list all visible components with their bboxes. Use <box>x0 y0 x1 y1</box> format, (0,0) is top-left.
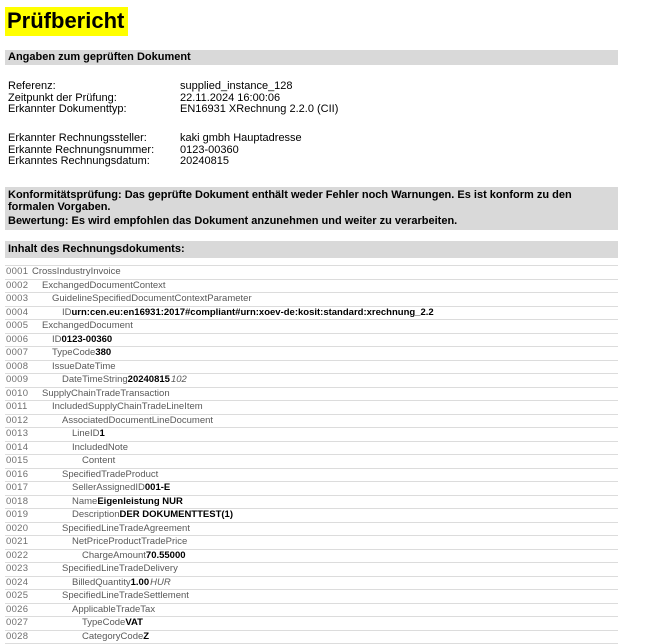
row-number: 0006 <box>6 333 29 345</box>
tree-row <box>5 577 618 591</box>
tree-row <box>5 401 618 415</box>
element-name: IssueDateTime <box>52 360 116 372</box>
tree-row <box>5 469 618 483</box>
element-value: 70.55000 <box>145 549 186 561</box>
row-number: 0004 <box>6 306 29 318</box>
info-row <box>8 133 302 145</box>
element-name: SpecifiedTradeProduct <box>62 468 159 480</box>
element-value: VAT <box>125 617 143 628</box>
element-name: IncludedSupplyChainTradeLineItem <box>52 401 203 412</box>
element-name: SpecifiedLineTradeSettlement <box>62 590 189 601</box>
element-name: ApplicableTradeTax <box>72 603 156 615</box>
info-label: Zeitpunkt der Prüfung: <box>8 91 117 104</box>
row-number: 0009 <box>6 374 29 385</box>
tree-row <box>5 523 618 537</box>
element-name: ID <box>62 306 72 318</box>
element-name: SpecifiedLineTradeDelivery <box>62 563 178 574</box>
info-label: Erkannte Rechnungsnummer: <box>8 143 155 156</box>
tree-row <box>5 563 618 577</box>
row-number: 0008 <box>6 360 29 372</box>
element-name: GuidelineSpecifiedDocumentContextParameter <box>52 293 252 304</box>
row-number: 0015 <box>6 455 29 466</box>
tree-row <box>5 280 618 294</box>
element-value: 1 <box>99 428 105 439</box>
element-value: 20240815 <box>127 374 170 385</box>
element-attribute: HUR <box>150 576 171 588</box>
element-name: SellerAssignedID <box>72 482 145 493</box>
tree-row <box>5 482 618 496</box>
tree-row <box>5 361 618 375</box>
tree-row <box>5 509 618 523</box>
tree-row <box>5 496 618 510</box>
element-name: AssociatedDocumentLineDocument <box>62 414 214 426</box>
element-name: NetPriceProductTradePrice <box>72 536 188 547</box>
element-name: TypeCode <box>82 617 126 628</box>
element-name: ExchangedDocument <box>42 320 133 331</box>
tree-row <box>5 307 618 321</box>
element-name: CategoryCode <box>82 630 144 642</box>
element-value: DER DOKUMENTTEST(1) <box>119 509 234 520</box>
element-attribute: 102 <box>170 374 187 385</box>
element-name: DateTimeString <box>62 374 128 385</box>
row-number: 0021 <box>6 536 29 547</box>
row-number: 0026 <box>6 603 29 615</box>
element-name: ChargeAmount <box>82 549 146 561</box>
tree-row <box>5 266 618 280</box>
info-label: Erkanntes Rechnungsdatum: <box>8 155 150 168</box>
row-number: 0014 <box>6 441 29 453</box>
tree-row <box>5 617 618 631</box>
tree-row <box>5 347 618 361</box>
info-group-check <box>8 81 338 116</box>
tree-row <box>5 550 618 564</box>
info-value: 0123-00360 <box>180 143 239 156</box>
element-value: 0123-00360 <box>61 333 113 345</box>
row-number: 0018 <box>6 495 29 507</box>
row-number: 0023 <box>6 563 29 574</box>
element-name: TypeCode <box>52 347 96 358</box>
info-value: 20240815 <box>180 155 229 168</box>
tree-row <box>5 374 618 388</box>
content-section-heading: Inhalt des Rechnungsdokuments: <box>5 241 618 258</box>
element-name: Description <box>72 509 120 520</box>
element-value: urn:cen.eu:en16931:2017#compliant#urn:xoev-de:kosit:standard:xrechnung_2.2 <box>71 306 434 318</box>
row-number: 0025 <box>6 590 29 601</box>
tree-row <box>5 536 618 550</box>
row-number: 0020 <box>6 522 29 534</box>
row-number: 0027 <box>6 617 29 628</box>
info-label: Erkannter Rechnungssteller: <box>8 132 147 144</box>
tree-row <box>5 442 618 456</box>
tree-row <box>5 293 618 307</box>
assessment-banner: Bewertung: Es wird empfohlen das Dokument anzunehmen und weiter zu verarbeiten. <box>5 213 618 230</box>
row-number: 0011 <box>6 401 28 412</box>
tree-row <box>5 334 618 348</box>
invoice-xml-tree-table <box>5 265 618 644</box>
row-number: 0012 <box>6 414 29 426</box>
element-value: 380 <box>95 347 112 358</box>
row-number: 0013 <box>6 428 29 439</box>
element-name: ID <box>52 333 62 345</box>
row-number: 0019 <box>6 509 29 520</box>
element-name: IncludedNote <box>72 441 128 453</box>
info-row <box>8 81 338 93</box>
element-name: SupplyChainTradeTransaction <box>42 387 170 399</box>
row-number: 0022 <box>6 549 29 561</box>
tree-row <box>5 320 618 334</box>
info-label: Referenz: <box>8 80 56 92</box>
element-name: ExchangedDocumentContext <box>42 279 166 291</box>
row-number: 0007 <box>6 347 29 358</box>
page-title: Prüfbericht <box>5 7 128 36</box>
row-number: 0003 <box>6 293 29 304</box>
info-group-invoice <box>8 133 302 168</box>
row-number: 0016 <box>6 468 29 480</box>
row-number: 0002 <box>6 279 29 291</box>
element-value: 001-E <box>144 482 171 493</box>
element-name: CrossIndustryInvoice <box>32 266 121 277</box>
info-label: Erkannter Dokumenttyp: <box>8 103 127 116</box>
row-number: 0010 <box>6 387 29 399</box>
element-value: 1.00 <box>130 576 150 588</box>
element-value: Eigenleistung NUR <box>97 495 183 507</box>
row-number: 0001 <box>6 266 29 277</box>
element-name: Name <box>72 495 98 507</box>
tree-row <box>5 604 618 618</box>
element-name: BilledQuantity <box>72 576 131 588</box>
conformity-banner: Konformitätsprüfung: Das geprüfte Dokument enthält weder Fehler noch Warnungen. Es ist konform zu den formalen Vorgaben. <box>5 187 618 216</box>
tree-row <box>5 631 618 644</box>
info-value: supplied_instance_128 <box>180 80 293 92</box>
section-heading-document-info: Angaben zum geprüften Dokument <box>5 50 618 65</box>
row-number: 0028 <box>6 630 29 642</box>
row-number: 0024 <box>6 576 29 588</box>
info-row <box>8 156 302 168</box>
info-value: EN16931 XRechnung 2.2.0 (CII) <box>180 103 339 116</box>
tree-row <box>5 590 618 604</box>
info-row <box>8 104 338 116</box>
tree-row <box>5 415 618 429</box>
tree-row <box>5 455 618 469</box>
info-value: kaki gmbh Hauptadresse <box>180 132 302 144</box>
tree-row <box>5 428 618 442</box>
element-name: LineID <box>72 428 100 439</box>
element-name: SpecifiedLineTradeAgreement <box>62 522 190 534</box>
row-number: 0005 <box>6 320 29 331</box>
element-name: Content <box>82 455 116 466</box>
info-value: 22.11.2024 16:00:06 <box>180 91 281 104</box>
tree-row <box>5 388 618 402</box>
row-number: 0017 <box>6 482 29 493</box>
element-value: Z <box>143 630 150 642</box>
